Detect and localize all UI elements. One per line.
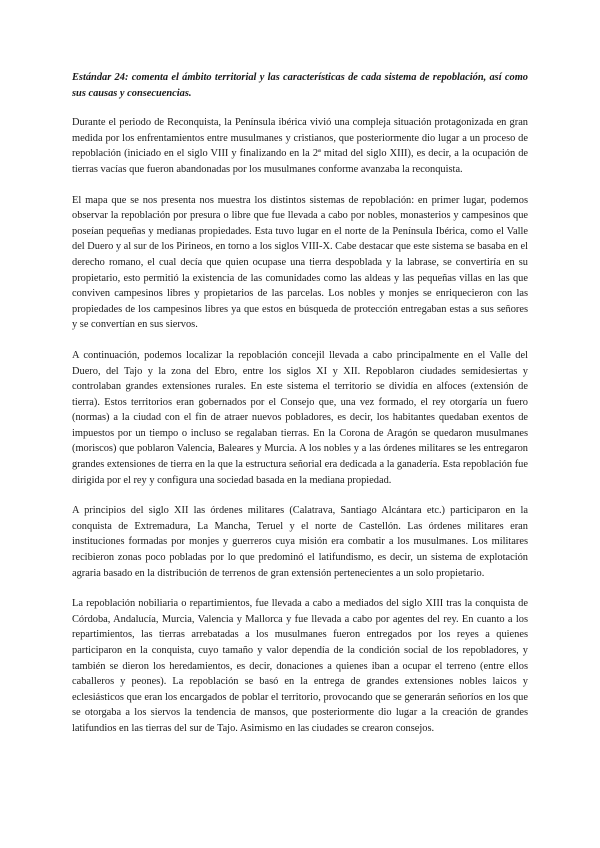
paragraph-repartimientos: La repoblación nobiliaria o repartimientos, fue llevada a cabo a mediados del siglo XIII tras la conquista de Córdoba, Andalucía, Murcia, Valencia y Mallorca y fue llevada a cabo por agentes del rey. En cuanto a los repartimientos, las tierras arrebatadas a los musulmanes fueron entregados por los reyes a quienes participaron en la conquista, cuyo tamaño y valor dependía de la condición social de los repobladores, y también se dieron los heredamientos, es decir, donaciones a quienes iban a ocupar el terreno (entre ellos caballeros y peones). La repoblación se basó en la entrega de grandes extensiones nobles laicos y eclesiásticos que eran los encargados de poblar el territorio, provocando que se generarán señoríos en los que se otorgaba a los siervos la tendencia de mansos, que posteriormente dio lugar a la creación de grandes latifundios en las tierras del sur de Tajo. Asimismo en las ciudades se crearon consejos.	[72, 598, 528, 734]
paragraph-ordenes-militares: A principios del siglo XII las órdenes militares (Calatrava, Santiago Alcántara etc.) participaron en la conquista de Extremadura, La Mancha, Teruel y el norte de Castellón. Las órdenes militares eran instituciones formadas por monjes y guerreros cuya misión era combatir a los musulmanes. Los militares recibieron zonas poco pobladas por lo que predominó el latifundismo, es decir, un sistema de explotación agraria basado en la distribución de terrenos de gran extensión pertenecientes a un solo propietario.	[72, 505, 528, 579]
paragraph-concejil: A continuación, podemos localizar la repoblación concejil llevada a cabo principalmente en el Valle del Duero, del Tajo y la zona del Ebro, entre los siglos XI y XII. Repoblaron ciudades semidesiertas y controlaban grandes extensiones rurales. En este sistema el territorio se dividía en alfoces (extensión de tierra). Estos territorios eran gobernados por el Consejo que, una vez formado, el rey otorgaría un fuero (normas) a la ciudad con el fin de atraer nuevos pobladores, es decir, los habitantes quedaban exentos de impuestos por un tiempo o incluso se regalaban tierras. En la Corona de Aragón se quedaron musulmanes (moriscos) que poblaron Valencia, Baleares y Murcia. A los nobles y a las órdenes militares se les entregaron grandes extensiones de tierra en la que la estructura señorial era dedicada a la ganadería. Esta repoblación fue dirigida por el rey y configura una sociedad basada en la mediana propiedad.	[72, 349, 528, 486]
paragraph-introduction: Durante el periodo de Reconquista, la Península ibérica vivió una compleja situación protagonizada en gran medida por los enfrentamientos entre musulmanes y cristianos, que posteriormente dio lugar a un proceso de repoblación (iniciado en el siglo VIII y finalizando en la 2ª mitad del siglo XIII), es decir, a la ocupación de tierras vacías que fueron abandonadas por los musulmanes conforme avanzaba la reconquista.	[72, 117, 528, 175]
document-heading: Estándar 24: comenta el ámbito territorial y las características de cada sistema de repoblación, así como sus causas y consecuencias.	[72, 72, 528, 99]
paragraph-presura: El mapa que se nos presenta nos muestra los distintos sistemas de repoblación: en primer lugar, podemos observar la repoblación por presura o libre que fue llevada a cabo por nobles, monasterios y campesinos que poseían pequeñas y medianas propiedades. Esta tuvo lugar en el norte de la Península Ibérica, como el Valle del Duero y al sur de los Pirineos, en torno a los siglos VIII-X. Cabe destacar que este sistema se basaba en el derecho romano, el cual decía que quien ocupase una tierra despoblada y la labrase, se convertiría en su propietario, esto permitió la existencia de las comunidades como las aldeas y las pequeñas villas en las que conviven campesinos libres y propietarios de las parcelas. Los nobles y monjes se enriquecieron con las propiedades de los campesinos libres ya que estos en búsqueda de protección entregaban estas a sus señores y se convertían en sus siervos.	[72, 194, 528, 331]
document-page	[72, 70, 528, 752]
